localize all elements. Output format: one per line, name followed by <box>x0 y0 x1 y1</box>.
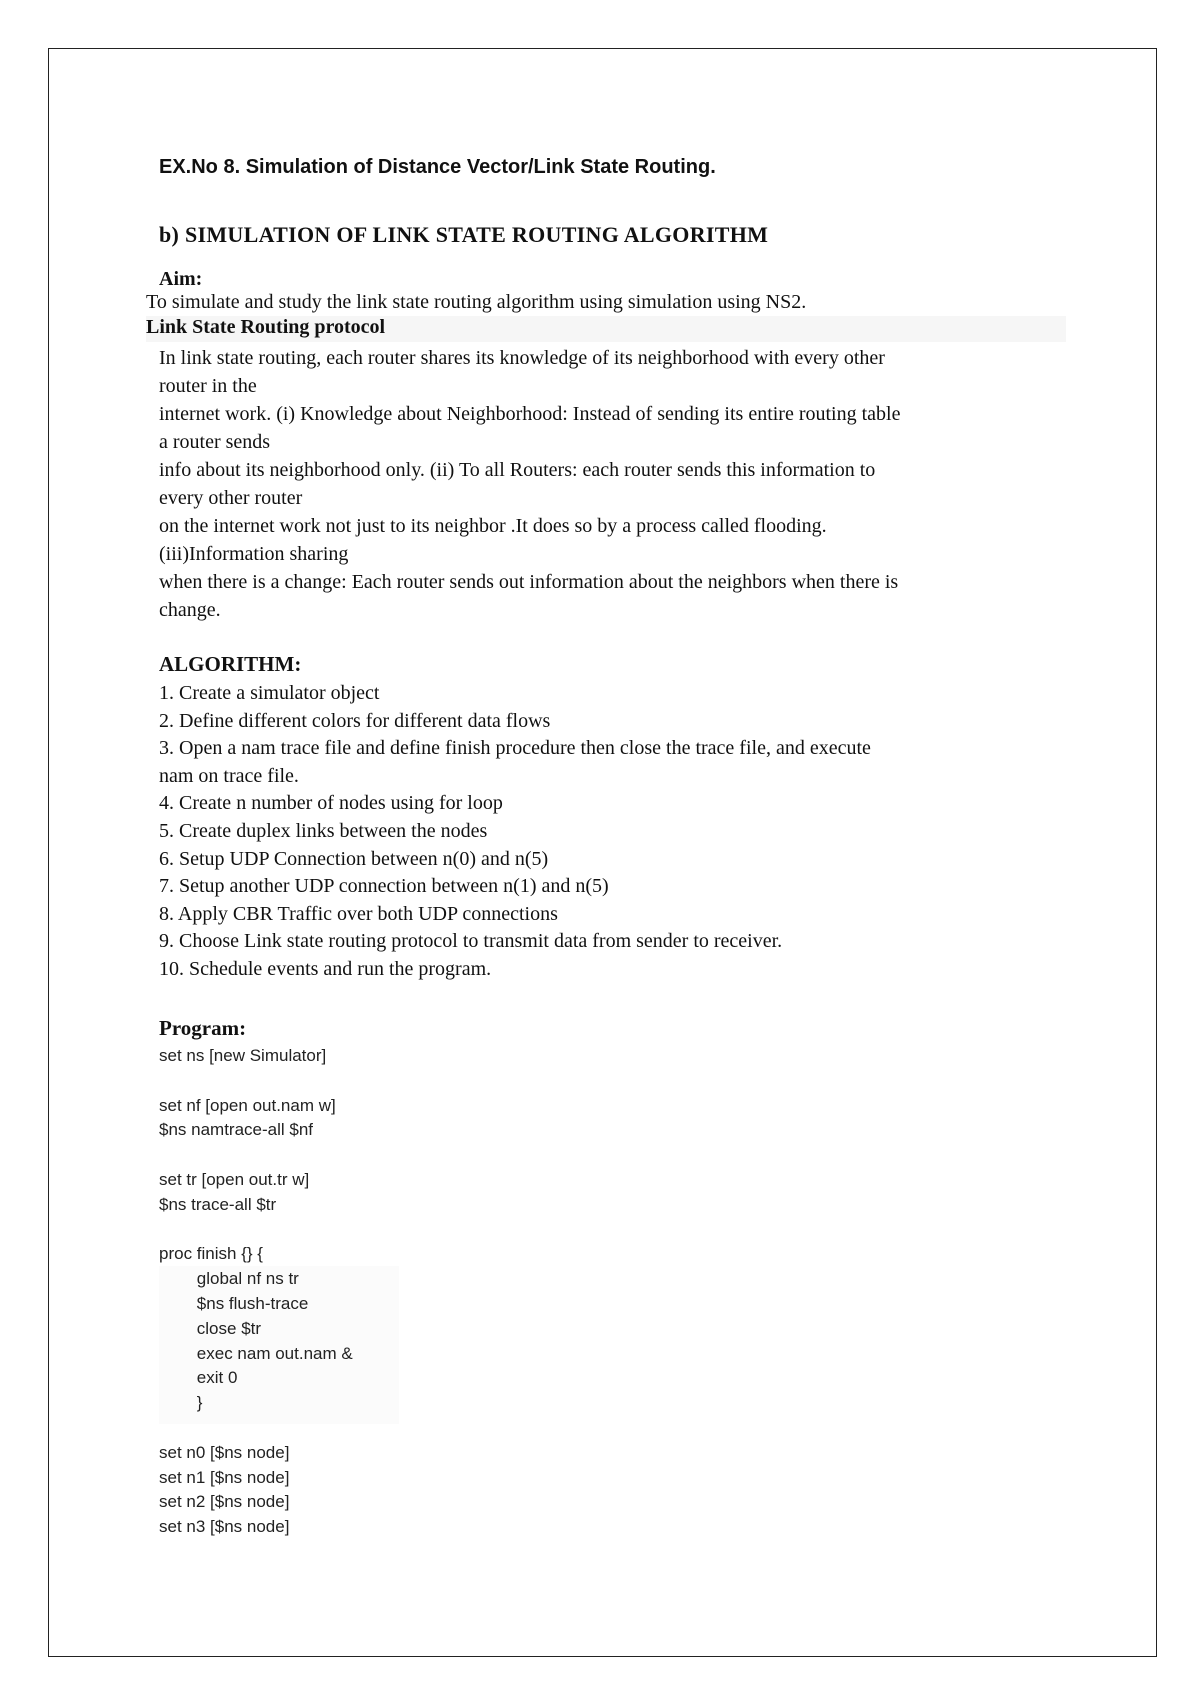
code-line: set n2 [$ns node] <box>159 1492 290 1512</box>
code-line: $ns flush-trace <box>159 1293 309 1313</box>
paragraph-line: internet work. (i) Knowledge about Neighborhood: Instead of sending its entire routing table <box>159 403 901 425</box>
algorithm-step: 4. Create n number of nodes using for loop <box>159 792 503 815</box>
code-line: set tr [open out.tr w] <box>159 1169 310 1189</box>
algorithm-step: 10. Schedule events and run the program. <box>159 957 492 980</box>
algorithm-step: 5. Create duplex links between the nodes <box>159 819 488 842</box>
paragraph-line: every other router <box>159 487 303 509</box>
paragraph-line: a router sends <box>159 431 271 453</box>
algorithm-step: nam on trace file. <box>159 764 299 787</box>
program-code <box>159 1044 353 1540</box>
code-line: $ns trace-all $tr <box>159 1194 277 1214</box>
algorithm-step: 8. Apply CBR Traffic over both UDP connections <box>159 902 558 925</box>
code-line: proc finish {} { <box>159 1244 263 1264</box>
aim-label: Aim: <box>159 268 203 290</box>
link-state-heading: Link State Routing protocol <box>146 316 386 338</box>
code-line: exit 0 <box>159 1368 238 1388</box>
program-heading: Program: <box>159 1016 247 1040</box>
algorithm-step: 6. Setup UDP Connection between n(0) and n(5) <box>159 847 549 870</box>
algorithm-steps <box>159 680 1059 984</box>
description-paragraph <box>159 344 1069 624</box>
code-line: set n3 [$ns node] <box>159 1517 290 1537</box>
paragraph-line: info about its neighborhood only. (ii) To all Routers: each router sends this information to <box>159 459 876 481</box>
code-line: set nf [open out.nam w] <box>159 1095 336 1115</box>
paragraph-line: when there is a change: Each router sends out information about the neighbors when there is <box>159 571 899 593</box>
code-line <box>159 1416 353 1441</box>
code-line: set ns [new Simulator] <box>159 1046 327 1065</box>
code-line <box>159 1143 353 1168</box>
code-line: global nf ns tr <box>159 1269 299 1289</box>
code-line <box>159 1218 353 1243</box>
algorithm-step: 3. Open a nam trace file and define finish procedure then close the trace file, and execute <box>159 737 871 760</box>
algorithm-step: 9. Choose Link state routing protocol to transmit data from sender to receiver. <box>159 930 783 953</box>
code-line: $ns namtrace-all $nf <box>159 1120 314 1140</box>
algorithm-heading: ALGORITHM: <box>159 652 302 676</box>
algorithm-step: 1. Create a simulator object <box>159 682 380 704</box>
paragraph-line: (iii)Information sharing <box>159 543 349 565</box>
exercise-title: EX.No 8. Simulation of Distance Vector/Link State Routing. <box>159 156 716 178</box>
paragraph-line: In link state routing, each router shares its knowledge of its neighborhood with every other <box>159 347 885 369</box>
code-line <box>159 1069 353 1094</box>
algorithm-step: 7. Setup another UDP connection between n(1) and n(5) <box>159 875 609 898</box>
aim-text: To simulate and study the link state routing algorithm using simulation using NS2. <box>146 291 807 313</box>
code-line: } <box>159 1393 203 1413</box>
paragraph-line: router in the <box>159 375 257 397</box>
section-heading: b) SIMULATION OF LINK STATE ROUTING ALGORITHM <box>159 222 769 247</box>
paragraph-line: change. <box>159 599 221 621</box>
algorithm-step: 2. Define different colors for different data flows <box>159 709 551 732</box>
code-line: set n1 [$ns node] <box>159 1467 290 1487</box>
code-line: exec nam out.nam & <box>159 1343 353 1363</box>
paragraph-line: on the internet work not just to its neighbor .It does so by a process called flooding. <box>159 515 827 537</box>
code-line: close $tr <box>159 1318 262 1338</box>
code-line: set n0 [$ns node] <box>159 1442 290 1462</box>
